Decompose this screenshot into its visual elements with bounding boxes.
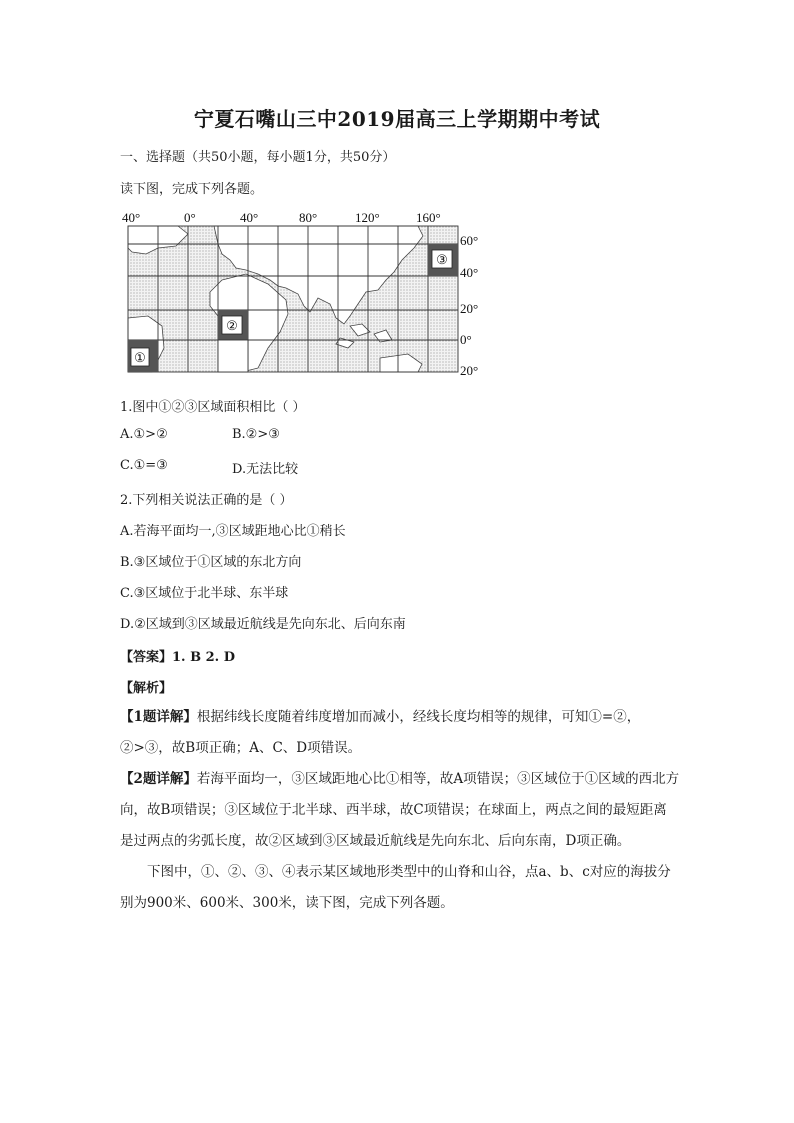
question-1-option-b: B.②>③ (232, 427, 280, 442)
question-2-option-c: C.③区域位于北半球、东半球 (120, 586, 289, 601)
lon-label: 120° (355, 210, 380, 225)
question-2-stem: 2.下列相关说法正确的是（ ） (120, 493, 293, 508)
question-2-option-d: D.②区域到③区域最近航线是先向东北、后向东南 (120, 617, 406, 632)
lon-label: 160° (416, 210, 441, 225)
lat-label: 20° (460, 363, 479, 378)
question-1-option-c: C.①=③ (120, 458, 168, 473)
answer-line: 【答案】1. B 2. D (120, 650, 235, 665)
lat-label: 20° (460, 301, 479, 316)
svg-text:②: ② (226, 318, 238, 333)
world-grid-map (118, 208, 490, 378)
page-title: 宁夏石嘴山三中2019届高三上学期期中考试 (193, 107, 601, 131)
question-1-stem: 1.图中①②③区域面积相比（ ） (120, 400, 306, 415)
question-2-option-b: B.③区域位于①区域的东北方向 (120, 555, 302, 570)
analysis-label: 【解析】 (120, 681, 173, 696)
explanation-2-text: 若海平面均一，③区域距地心比①相等，故A项错误；③区域位于①区域的西北方向，故B项错误；③区域位于北半球、西半球，故C项错误；在球面上，两点之间的最短距离是过两点的劣弧长度，故②区域到③区域最近航线是先向东北、后向东南，D项正确。 (120, 771, 680, 849)
explanation-2-label: 【2题详解】 (120, 771, 197, 787)
lon-label: 40° (240, 210, 259, 225)
question-intro: 读下图，完成下列各题。 (120, 182, 264, 197)
explanation-1-label: 【1题详解】 (120, 709, 197, 725)
region-1 (128, 340, 158, 372)
question-1-option-a: A.①>② (120, 427, 168, 442)
explanation-2 (120, 764, 680, 857)
lat-label: 40° (460, 265, 479, 280)
explanation-1-text: 根据纬线长度随着纬度增加而减小，经线长度均相等的规律，可知①=②，②>③，故B项正确；A、C、D项错误。 (120, 709, 641, 756)
lon-label: 80° (299, 210, 318, 225)
region-3 (428, 244, 458, 276)
svg-text:①: ① (134, 350, 146, 365)
lat-label: 0° (460, 332, 472, 347)
next-question-intro: 下图中，①、②、③、④表示某区域地形类型中的山脊和山谷，点a、b、c对应的海拔分别为900米、600米、300米，读下图，完成下列各题。 (120, 864, 671, 911)
lon-label: 0° (184, 210, 196, 225)
svg-text:③: ③ (436, 252, 448, 267)
section-heading: 一、选择题（共50小题，每小题1分，共50分） (120, 150, 396, 165)
region-2 (218, 310, 248, 372)
explanation-1 (120, 702, 680, 764)
question-1-option-d: D.无法比较 (232, 462, 299, 477)
question-2-option-a: A.若海平面均一,③区域距地心比①稍长 (120, 524, 346, 539)
lat-label: 60° (460, 233, 479, 248)
lon-label: 40° (122, 210, 141, 225)
